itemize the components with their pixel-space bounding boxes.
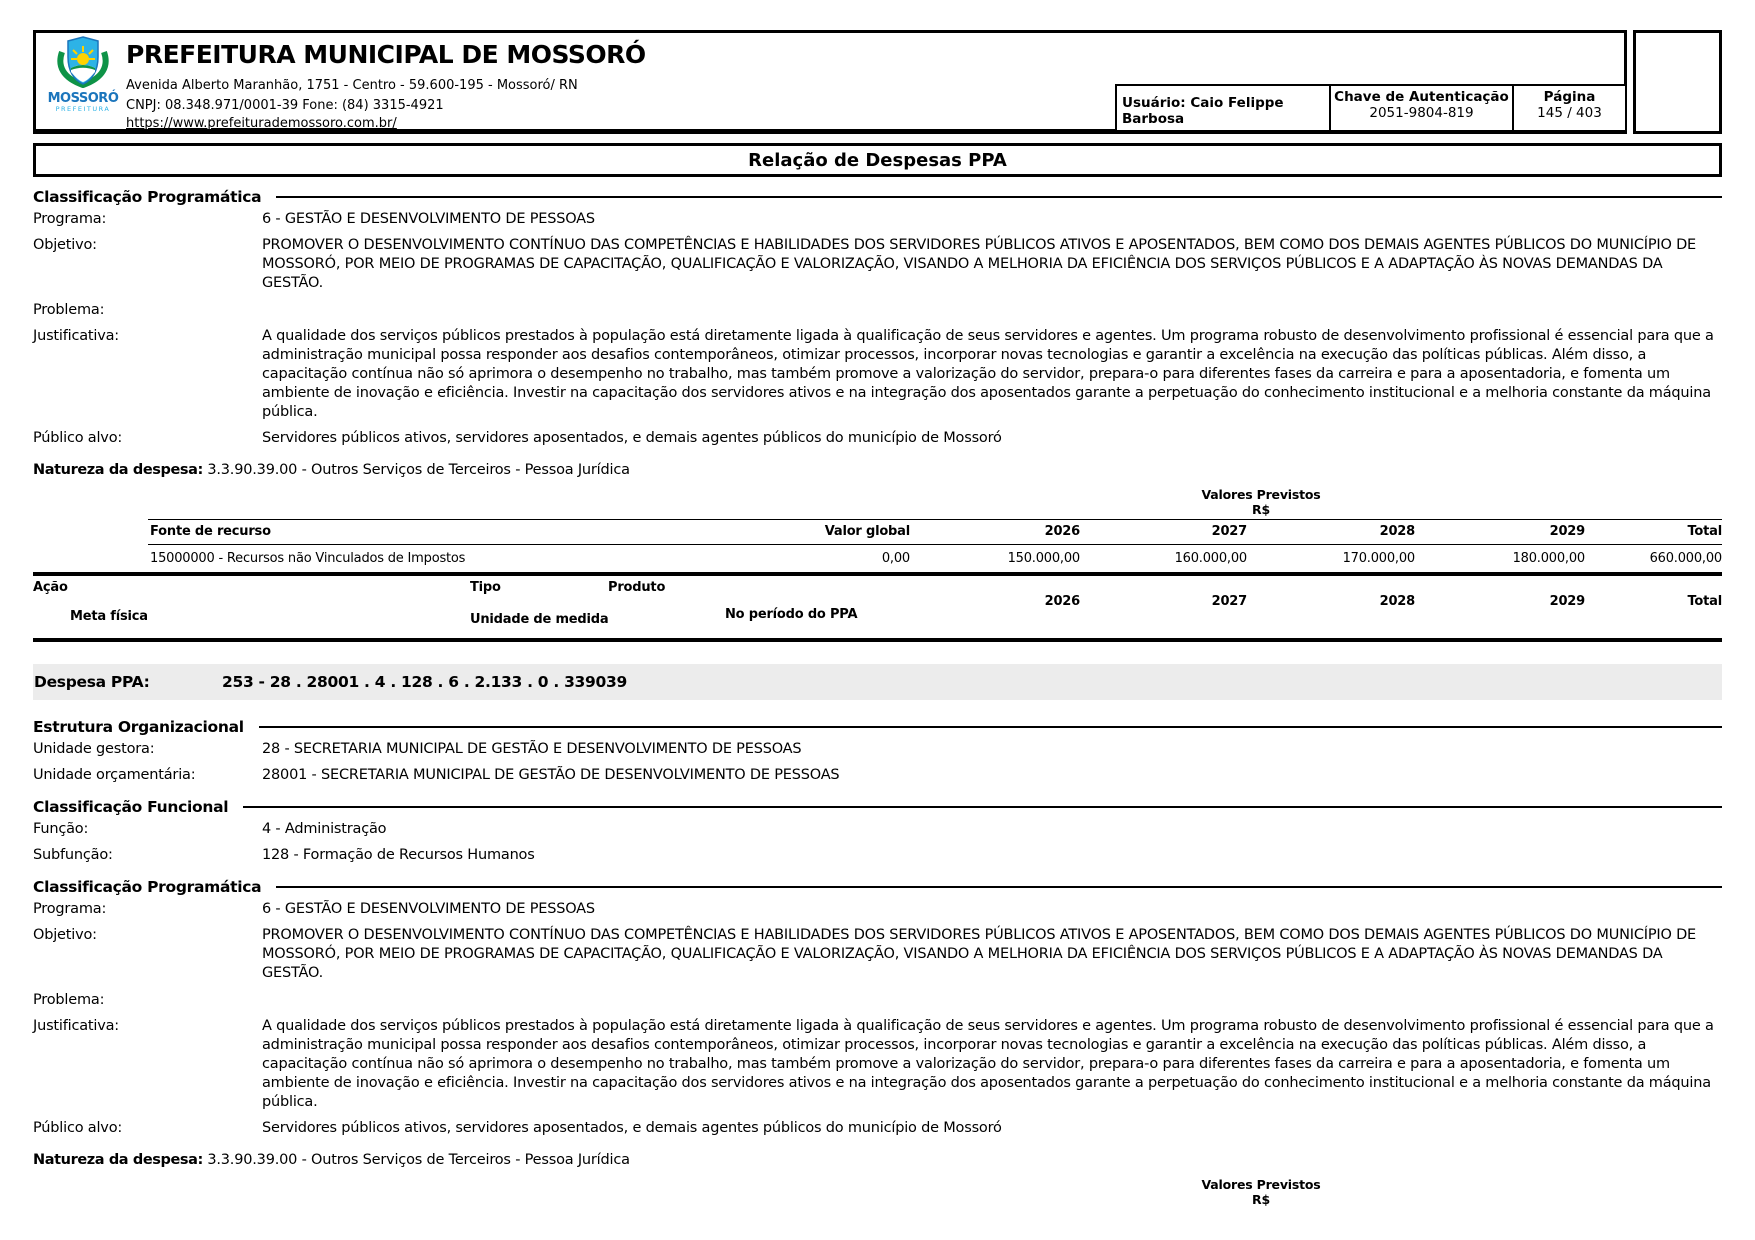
report-body [33,188,1722,1209]
field-label: Função: [33,820,89,837]
meta-fisica-label: Meta física [70,608,148,624]
heading-rule [259,726,1722,728]
field-label: Objetivo: [33,927,97,944]
cell-fonte: 15000000 - Recursos não Vinculados de Impostos [150,550,466,566]
field-value: Servidores públicos ativos, servidores aposentados, e demais agentes públicos do município de Mossoró [262,1120,1002,1137]
col-2029: 2029 [1549,524,1585,539]
valores-previstos-caption: Valores Previstos R$ [1201,486,1321,517]
field-problema [33,991,1722,1010]
field-justificativa [33,1017,1722,1113]
auth-key-cell [1329,84,1512,130]
field-label: Justificativa: [33,327,119,344]
col-2028: 2028 [1379,524,1415,539]
field-label: Problema: [33,991,105,1008]
field-value: 28001 - SECRETARIA MUNICIPAL DE GESTÃO DE DESENVOLVIMENTO DE PESSOAS [262,766,840,783]
acao-col-2026: 2026 [1044,593,1080,609]
field-value: 28 - SECRETARIA MUNICIPAL DE GESTÃO E DESENVOLVIMENTO DE PESSOAS [262,740,802,757]
field-value: 4 - Administração [262,820,387,837]
org-name: PREFEITURA MUNICIPAL DE MOSSORÓ [126,40,646,69]
section-heading-label: Classificação Programática [33,878,262,896]
field-label: Justificativa: [33,1017,119,1034]
cell-2026: 150.000,00 [1007,550,1080,566]
cell-2027: 160.000,00 [1174,550,1247,566]
section-heading-classificacao-programatica [33,878,1722,896]
org-address: Avenida Alberto Maranhão, 1751 - Centro - 59.600-195 - Mossoró/ RN [126,78,578,93]
field-value: Servidores públicos ativos, servidores aposentados, e demais agentes públicos do município de Mossoró [262,430,1002,447]
header-main-box [33,30,1627,134]
natureza-value: 3.3.90.39.00 - Outros Serviços de Terceiros - Pessoa Jurídica [207,1152,630,1169]
page-number-value: 145 / 403 [1537,105,1602,121]
cell-total: 660.000,00 [1649,550,1722,566]
field-justificativa [33,327,1722,423]
field-subfuncao [33,846,1722,865]
section-heading-classificacao-funcional [33,798,1722,816]
natureza-despesa-line [33,461,1722,480]
field-value: 6 - GESTÃO E DESENVOLVIMENTO DE PESSOAS [262,901,595,917]
mossoro-crest-icon [51,36,115,88]
field-value: PROMOVER O DESENVOLVIMENTO CONTÍNUO DAS COMPETÊNCIAS E HABILIDADES DOS SERVIDORES PÚBLICOS ATIVOS E APOSENTADOS, BEM COMO DOS DEMAIS AGENTES PÚBLICOS DO MUNICÍPIO DE MOSSORÓ, POR MEIO DE PROGRAMAS DE CAPACITAÇÃO, QUALIFICAÇÃO E VALORIZAÇÃO, VISANDO A MELHORIA DA EFICIÊNCIA DOS SERVIÇOS PÚBLICOS E A ADAPTAÇÃO ÀS NOVAS DEMANDAS DA GESTÃO. [262,237,1697,292]
header-side-box [1633,30,1722,134]
col-valor-global: Valor global [824,524,910,539]
field-unidade-orcamentaria [33,766,1722,785]
field-objetivo [33,236,1722,293]
cell-2029: 180.000,00 [1512,550,1585,566]
field-label: Unidade orçamentária: [33,766,196,783]
despesa-ppa-bar [33,664,1722,700]
report-title: Relação de Despesas PPA [33,143,1722,177]
logo-sub-text: PREFEITURA [55,105,111,113]
user-cell: Usuário: Caio Felippe Barbosa [1115,84,1329,130]
org-cnpj-phone: CNPJ: 08.348.971/0001-39 Fone: (84) 3315-4921 [126,98,444,114]
field-programa [33,900,1722,919]
acao-col-total: Total [1687,593,1722,609]
field-value [262,301,1722,320]
logo-city-text: MOSSORÓ [47,91,119,106]
section-heading-label: Estrutura Organizacional [33,717,244,736]
unidade-medida-label: Unidade de medida [470,611,609,627]
col-2027: 2027 [1211,524,1247,539]
natureza-label: Natureza da despesa: [33,462,203,479]
credentials-table [1115,84,1625,130]
field-label: Unidade gestora: [33,740,155,757]
col-2026: 2026 [1044,524,1080,539]
field-value [262,991,1722,1010]
field-label: Programa: [33,211,107,227]
city-logo [45,36,121,113]
despesa-ppa-label: Despesa PPA: [34,672,150,691]
field-value: 128 - Formação de Recursos Humanos [262,846,535,863]
field-label: Programa: [33,901,107,917]
periodo-ppa-label: No período do PPA [725,606,858,622]
field-unidade-gestora [33,740,1722,759]
cell-valor-global: 0,00 [881,550,910,566]
despesa-ppa-code: 253 - 28 . 28001 . 4 . 128 . 6 . 2.133 . 0 . 339039 [222,672,627,691]
col-total: Total [1687,524,1722,539]
section-heading-label: Classificação Programática [33,188,262,206]
natureza-label: Natureza da despesa: [33,1152,203,1169]
valores-previstos-caption: Valores Previstos R$ [1201,1176,1321,1207]
field-programa [33,210,1722,229]
section-heading-estrutura-organizacional [33,718,1722,736]
field-label: Subfunção: [33,846,113,863]
auth-key-label: Chave de Autenticação [1334,89,1509,105]
divider-bar [33,638,1722,642]
field-value: A qualidade dos serviços públicos prestados à população está diretamente ligada à qualificação de seus servidores e agentes. Um programa robusto de desenvolvimento profissional é essencial para que a administração municipal possa responder aos desafios contemporâneos, otimizar processos, incorporar novas tecnologias e garantir a excelência na execução das políticas públicas. Além disso, a capacitação contínua não só aprimora o desempenho no trabalho, mas também promove a valorização do servidor, prepara-o para diferentes fases da carreira e para a aposentadoria, e fomenta um ambiente de inovação e eficiência. Investir na capacitação dos servidores ativos e na integração dos aposentados garante a perpetuação do conhecimento institucional e a melhoria constante da máquina pública. [262,327,1714,421]
org-website-link[interactable]: https://www.prefeiturademossoro.com.br/ [126,116,397,132]
field-publico-alvo [33,429,1722,448]
table-header-row [148,520,1722,545]
col-fonte-de-recurso: Fonte de recurso [150,524,271,539]
heading-rule [276,196,1722,198]
field-label: Objetivo: [33,237,97,254]
field-publico-alvo [33,1119,1722,1138]
section-heading-label: Classificação Funcional [33,797,229,816]
field-objetivo [33,926,1722,983]
produto-label: Produto [608,579,666,595]
natureza-despesa-line [33,1151,1722,1170]
fonte-recurso-table [148,519,1722,572]
field-funcao [33,820,1722,839]
page-number-cell [1512,84,1625,130]
acao-col-2029: 2029 [1549,593,1585,609]
tipo-label: Tipo [470,579,501,595]
field-value: PROMOVER O DESENVOLVIMENTO CONTÍNUO DAS COMPETÊNCIAS E HABILIDADES DOS SERVIDORES PÚBLICOS ATIVOS E APOSENTADOS, BEM COMO DOS DEMAIS AGENTES PÚBLICOS DO MUNICÍPIO DE MOSSORÓ, POR MEIO DE PROGRAMAS DE CAPACITAÇÃO, QUALIFICAÇÃO E VALORIZAÇÃO, VISANDO A MELHORIA DA EFICIÊNCIA DOS SERVIÇOS PÚBLICOS E A ADAPTAÇÃO ÀS NOVAS DEMANDAS DA GESTÃO. [262,927,1697,982]
acao-col-2027: 2027 [1211,593,1247,609]
table-row [148,545,1722,572]
acao-header-block [33,576,1722,638]
heading-rule [276,886,1722,888]
field-value: 6 - GESTÃO E DESENVOLVIMENTO DE PESSOAS [262,211,595,227]
page-number-label: Página [1543,89,1596,105]
field-label: Público alvo: [33,1120,123,1137]
acao-label: Ação [33,579,68,595]
section-heading-classificacao-programatica [33,188,1722,206]
heading-rule [243,806,1722,808]
field-problema [33,301,1722,320]
page-header [33,30,1722,134]
acao-col-2028: 2028 [1379,593,1415,609]
cell-2028: 170.000,00 [1342,550,1415,566]
field-label: Público alvo: [33,430,123,447]
natureza-value: 3.3.90.39.00 - Outros Serviços de Terceiros - Pessoa Jurídica [207,462,630,479]
field-label: Problema: [33,301,105,318]
field-value: A qualidade dos serviços públicos prestados à população está diretamente ligada à qualificação de seus servidores e agentes. Um programa robusto de desenvolvimento profissional é essencial para que a administração municipal possa responder aos desafios contemporâneos, otimizar processos, incorporar novas tecnologias e garantir a excelência na execução das políticas públicas. Além disso, a capacitação contínua não só aprimora o desempenho no trabalho, mas também promove a valorização do servidor, prepara-o para diferentes fases da carreira e para a aposentadoria, e fomenta um ambiente de inovação e eficiência. Investir na capacitação dos servidores ativos e na integração dos aposentados garante a perpetuação do conhecimento institucional e a melhoria constante da máquina pública. [262,1017,1714,1111]
auth-key-value: 2051-9804-819 [1369,105,1474,121]
